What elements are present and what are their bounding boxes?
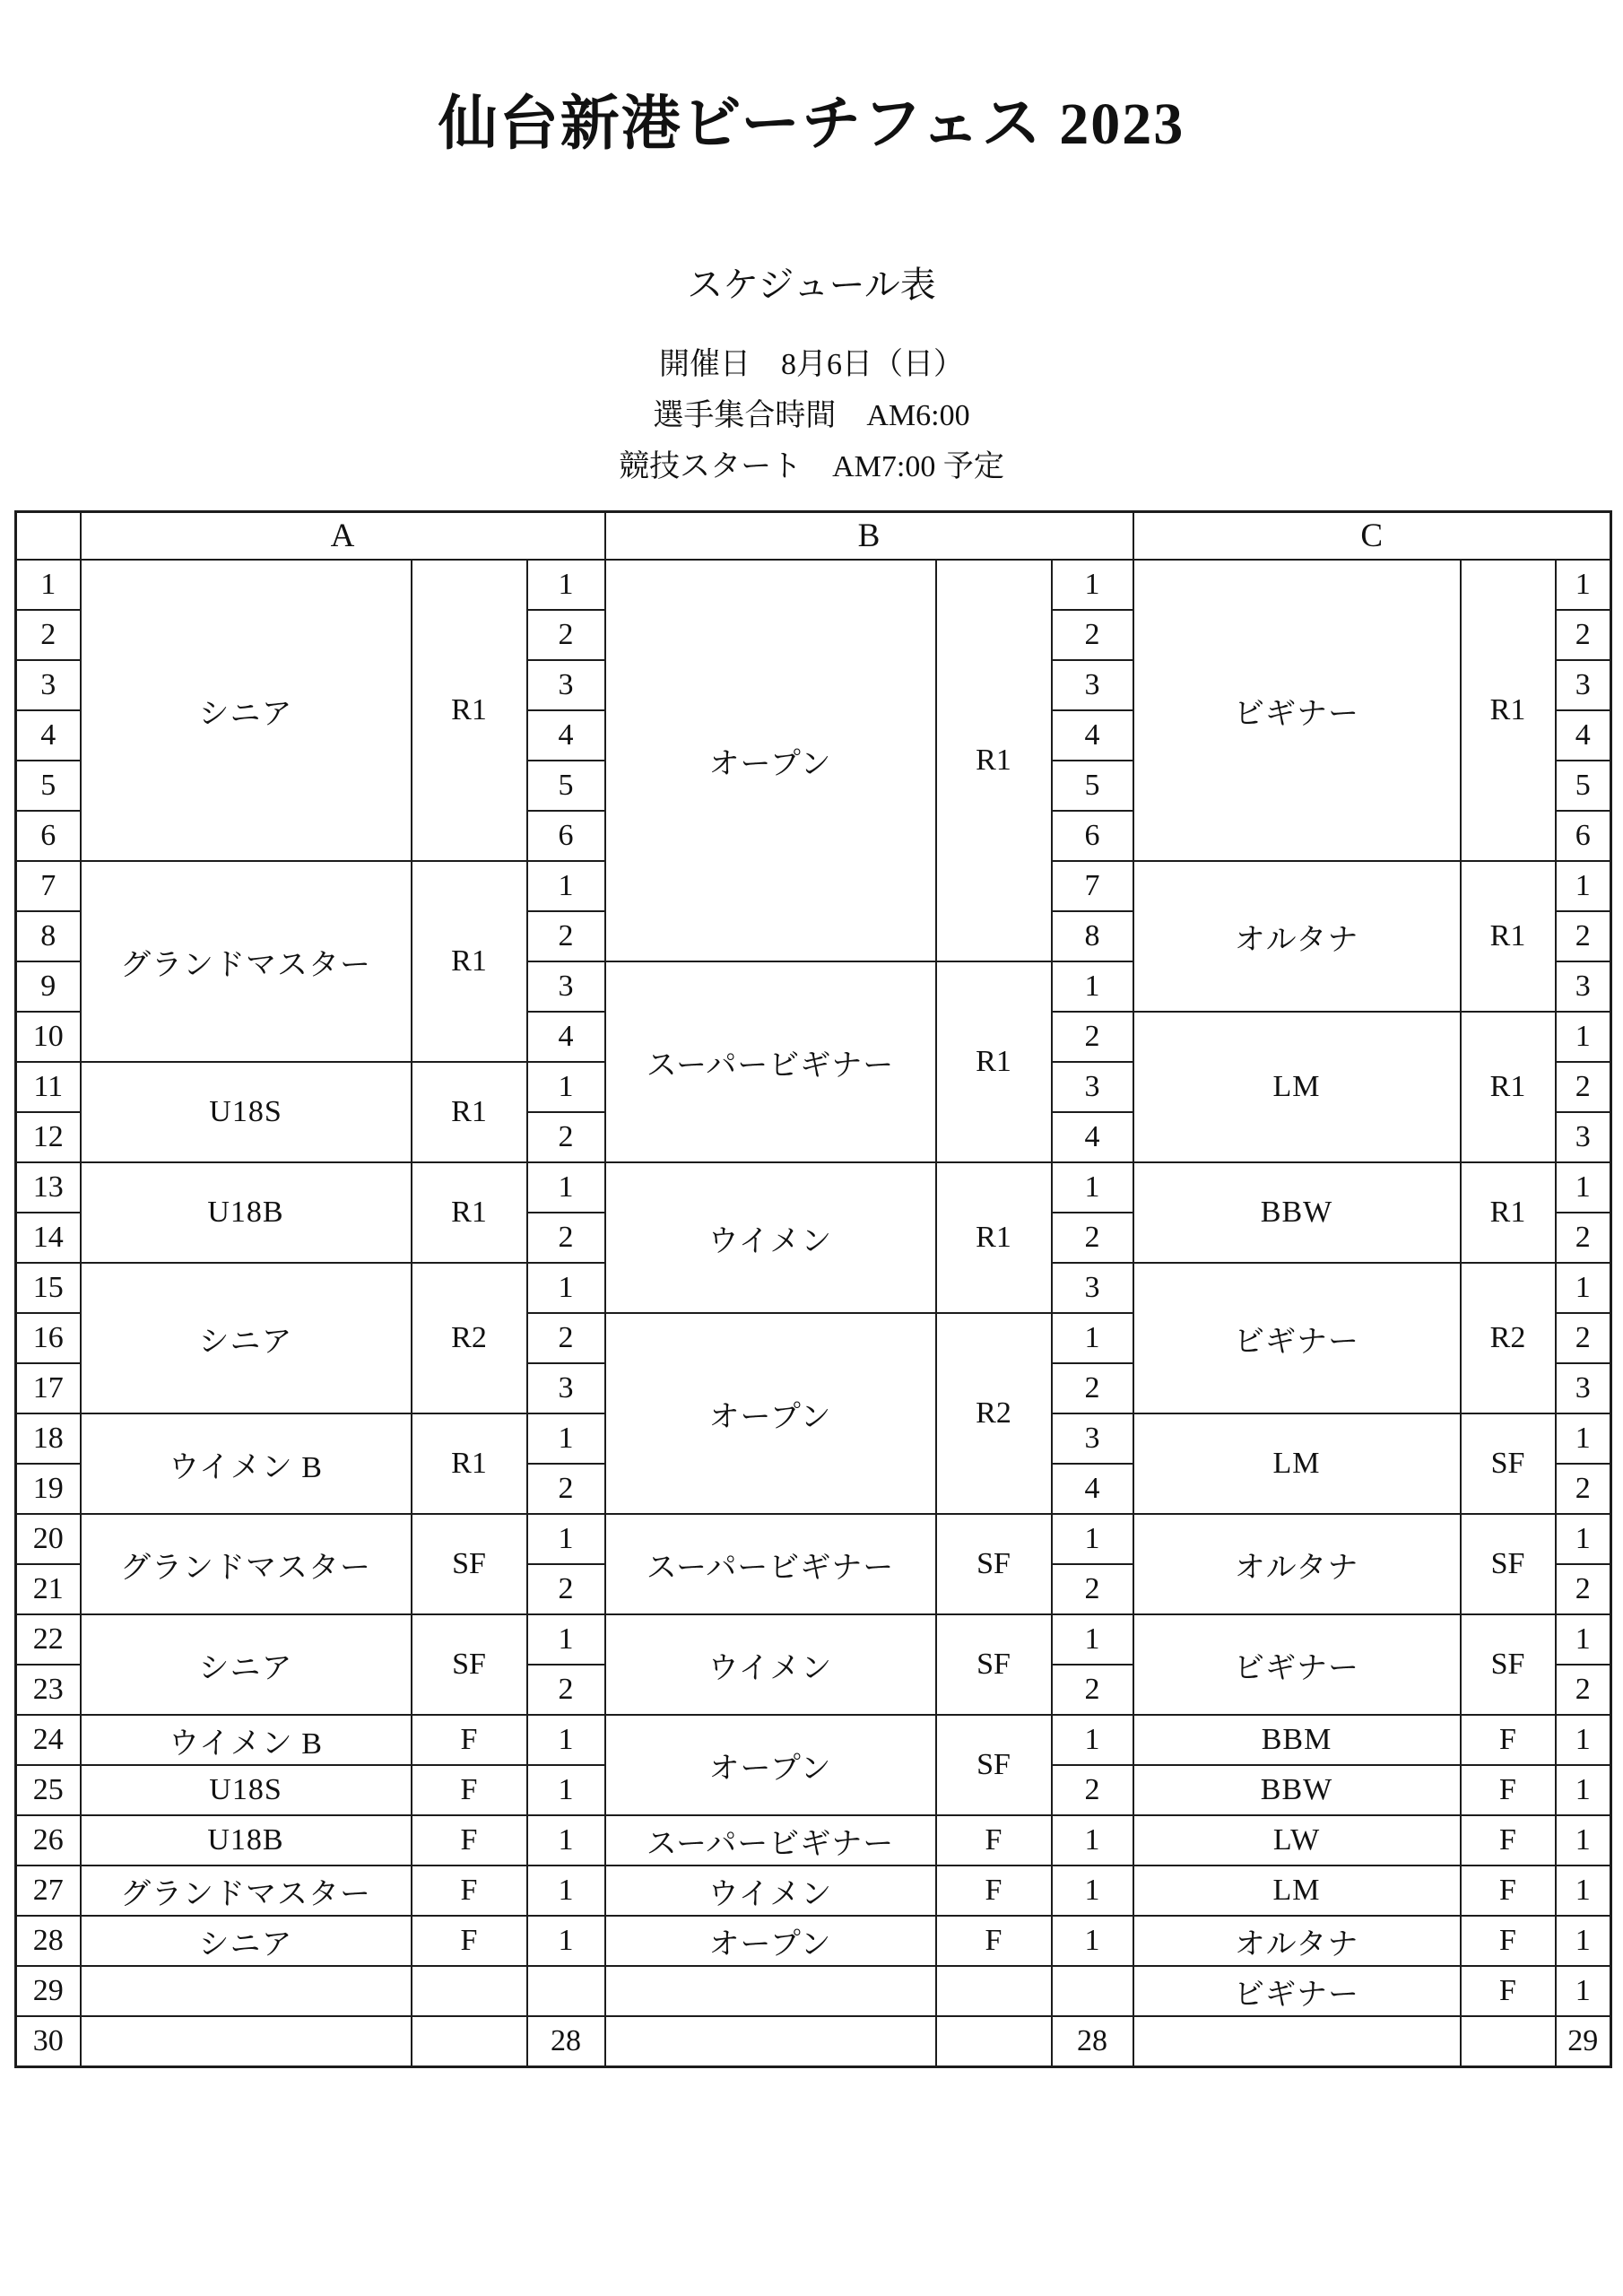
schedule-table-body bbox=[16, 512, 1611, 2067]
round-cell: F bbox=[412, 1715, 527, 1765]
heat-number-cell: 1 bbox=[527, 1916, 605, 1966]
court-header-C: C bbox=[1133, 512, 1611, 561]
heat-number-cell: 2 bbox=[527, 1313, 605, 1363]
heat-number-cell: 2 bbox=[1556, 1062, 1611, 1112]
total-heats-cell: 28 bbox=[1052, 2016, 1133, 2066]
category-cell: シニア bbox=[81, 1263, 412, 1413]
category-cell: オープン bbox=[605, 1313, 936, 1514]
heat-number-cell: 1 bbox=[1556, 1614, 1611, 1665]
round-cell-empty bbox=[412, 1966, 527, 2016]
row-number-cell: 5 bbox=[16, 761, 81, 811]
heat-number-cell: 2 bbox=[1556, 610, 1611, 660]
round-cell: R1 bbox=[1461, 861, 1556, 1012]
category-cell-empty bbox=[81, 1966, 412, 2016]
row-number-cell: 7 bbox=[16, 861, 81, 911]
row-number-cell: 8 bbox=[16, 911, 81, 961]
table-row bbox=[16, 1162, 1611, 1213]
heat-number-cell: 2 bbox=[527, 1112, 605, 1162]
category-cell: グランドマスター bbox=[81, 861, 412, 1062]
category-cell: スーパービギナー bbox=[605, 1815, 936, 1866]
category-cell: グランドマスター bbox=[81, 1866, 412, 1916]
table-row bbox=[16, 1514, 1611, 1564]
heat-number-cell-empty bbox=[1052, 1966, 1133, 2016]
meeting-time-line: 選手集合時間 AM6:00 bbox=[653, 399, 970, 432]
table-row bbox=[16, 2016, 1611, 2066]
heat-number-cell: 3 bbox=[527, 961, 605, 1012]
category-cell-empty bbox=[1133, 2016, 1461, 2066]
event-info bbox=[0, 339, 1623, 492]
round-cell: F bbox=[1461, 1715, 1556, 1765]
round-cell: F bbox=[412, 1866, 527, 1916]
table-row bbox=[16, 1715, 1611, 1765]
round-cell: F bbox=[1461, 1866, 1556, 1916]
category-cell: ウイメン bbox=[605, 1162, 936, 1313]
row-number-cell: 16 bbox=[16, 1313, 81, 1363]
heat-number-cell: 4 bbox=[1052, 1112, 1133, 1162]
round-cell: R1 bbox=[412, 560, 527, 861]
round-cell: SF bbox=[936, 1715, 1052, 1815]
row-number-cell: 22 bbox=[16, 1614, 81, 1665]
row-number-cell: 6 bbox=[16, 811, 81, 861]
round-cell: SF bbox=[1461, 1614, 1556, 1715]
round-cell: R1 bbox=[412, 1062, 527, 1162]
category-cell: BBM bbox=[1133, 1715, 1461, 1765]
heat-number-cell: 4 bbox=[1052, 710, 1133, 761]
row-number-cell: 21 bbox=[16, 1564, 81, 1614]
start-time-line: 競技スタート AM7:00 予定 bbox=[619, 450, 1004, 483]
event-date-line: 開催日 8月6日（日） bbox=[659, 348, 964, 381]
category-cell: ビギナー bbox=[1133, 560, 1461, 861]
category-cell: BBW bbox=[1133, 1765, 1461, 1815]
round-cell: SF bbox=[936, 1614, 1052, 1715]
round-cell: SF bbox=[1461, 1514, 1556, 1614]
row-number-cell: 14 bbox=[16, 1213, 81, 1263]
heat-number-cell: 2 bbox=[1052, 1564, 1133, 1614]
heat-number-cell: 3 bbox=[1052, 1263, 1133, 1313]
heat-number-cell: 1 bbox=[1052, 1614, 1133, 1665]
corner-cell bbox=[16, 512, 81, 561]
round-cell: SF bbox=[412, 1514, 527, 1614]
heat-number-cell: 2 bbox=[1556, 1464, 1611, 1514]
row-number-cell: 20 bbox=[16, 1514, 81, 1564]
heat-number-cell: 4 bbox=[1556, 710, 1611, 761]
heat-number-cell: 3 bbox=[1052, 1062, 1133, 1112]
header-row bbox=[16, 512, 1611, 561]
category-cell: オルタナ bbox=[1133, 861, 1461, 1012]
heat-number-cell: 2 bbox=[527, 610, 605, 660]
heat-number-cell: 3 bbox=[527, 1363, 605, 1413]
heat-number-cell: 1 bbox=[1556, 560, 1611, 610]
heat-number-cell: 1 bbox=[1556, 1866, 1611, 1916]
row-number-cell: 12 bbox=[16, 1112, 81, 1162]
heat-number-cell: 3 bbox=[527, 660, 605, 710]
heat-number-cell: 3 bbox=[1052, 1413, 1133, 1464]
heat-number-cell: 6 bbox=[1052, 811, 1133, 861]
table-row bbox=[16, 1815, 1611, 1866]
row-number-cell: 3 bbox=[16, 660, 81, 710]
heat-number-cell: 2 bbox=[1052, 1363, 1133, 1413]
category-cell: LW bbox=[1133, 1815, 1461, 1866]
heat-number-cell: 5 bbox=[1052, 761, 1133, 811]
round-cell: R2 bbox=[936, 1313, 1052, 1514]
total-heats-cell: 28 bbox=[527, 2016, 605, 2066]
category-cell: グランドマスター bbox=[81, 1514, 412, 1614]
category-cell: ウイメン bbox=[605, 1866, 936, 1916]
page-title: 仙台新港ビーチフェス 2023 bbox=[438, 91, 1185, 157]
round-cell: F bbox=[936, 1916, 1052, 1966]
schedule-table bbox=[14, 510, 1612, 2068]
heat-number-cell: 5 bbox=[1556, 761, 1611, 811]
heat-number-cell: 1 bbox=[1556, 1012, 1611, 1062]
heat-number-cell: 1 bbox=[1052, 1162, 1133, 1213]
heat-number-cell: 1 bbox=[1556, 1715, 1611, 1765]
heat-number-cell: 1 bbox=[1052, 1715, 1133, 1765]
heat-number-cell: 1 bbox=[1556, 1413, 1611, 1464]
category-cell: オープン bbox=[605, 1715, 936, 1815]
heat-number-cell: 1 bbox=[1052, 1815, 1133, 1866]
heat-number-cell: 1 bbox=[1052, 1916, 1133, 1966]
heat-number-cell: 1 bbox=[527, 560, 605, 610]
round-cell: R1 bbox=[936, 560, 1052, 961]
heat-number-cell: 1 bbox=[527, 1815, 605, 1866]
round-cell: F bbox=[1461, 1815, 1556, 1866]
heat-number-cell: 2 bbox=[527, 1564, 605, 1614]
table-row bbox=[16, 1614, 1611, 1665]
heat-number-cell: 2 bbox=[1556, 1665, 1611, 1715]
heat-number-cell: 1 bbox=[527, 1162, 605, 1213]
category-cell: U18S bbox=[81, 1062, 412, 1162]
round-cell: F bbox=[1461, 1966, 1556, 2016]
round-cell-empty bbox=[412, 2016, 527, 2066]
category-cell: LM bbox=[1133, 1866, 1461, 1916]
heat-number-cell: 2 bbox=[527, 1665, 605, 1715]
table-row bbox=[16, 1866, 1611, 1916]
heat-number-cell: 1 bbox=[1556, 1514, 1611, 1564]
court-header-A: A bbox=[81, 512, 605, 561]
category-cell: オープン bbox=[605, 1916, 936, 1966]
round-cell: R1 bbox=[412, 1162, 527, 1263]
round-cell: F bbox=[412, 1916, 527, 1966]
row-number-cell: 26 bbox=[16, 1815, 81, 1866]
heat-number-cell: 6 bbox=[1556, 811, 1611, 861]
category-cell: LM bbox=[1133, 1413, 1461, 1514]
category-cell-empty bbox=[81, 2016, 412, 2066]
heat-number-cell: 1 bbox=[1556, 1966, 1611, 2016]
heat-number-cell: 1 bbox=[1556, 861, 1611, 911]
heat-number-cell: 5 bbox=[527, 761, 605, 811]
row-number-cell: 30 bbox=[16, 2016, 81, 2066]
heat-number-cell: 1 bbox=[527, 1413, 605, 1464]
heat-number-cell: 1 bbox=[1052, 1514, 1133, 1564]
round-cell: F bbox=[412, 1765, 527, 1815]
round-cell: SF bbox=[936, 1514, 1052, 1614]
heat-number-cell: 2 bbox=[1556, 1313, 1611, 1363]
round-cell: R1 bbox=[1461, 1012, 1556, 1162]
heat-number-cell: 3 bbox=[1556, 1112, 1611, 1162]
category-cell: スーパービギナー bbox=[605, 961, 936, 1162]
category-cell: LM bbox=[1133, 1012, 1461, 1162]
heat-number-cell: 3 bbox=[1556, 1363, 1611, 1413]
row-number-cell: 9 bbox=[16, 961, 81, 1012]
heat-number-cell: 1 bbox=[1052, 560, 1133, 610]
category-cell: オルタナ bbox=[1133, 1514, 1461, 1614]
row-number-cell: 25 bbox=[16, 1765, 81, 1815]
round-cell: F bbox=[1461, 1916, 1556, 1966]
round-cell: F bbox=[1461, 1765, 1556, 1815]
row-number-cell: 13 bbox=[16, 1162, 81, 1213]
heat-number-cell: 7 bbox=[1052, 861, 1133, 911]
heat-number-cell: 1 bbox=[1556, 1765, 1611, 1815]
category-cell: ウイメン B bbox=[81, 1413, 412, 1514]
heat-number-cell-empty bbox=[527, 1966, 605, 2016]
heat-number-cell: 2 bbox=[1052, 1213, 1133, 1263]
category-cell: ビギナー bbox=[1133, 1614, 1461, 1715]
row-number-cell: 29 bbox=[16, 1966, 81, 2016]
category-cell: ビギナー bbox=[1133, 1966, 1461, 2016]
category-cell: オルタナ bbox=[1133, 1916, 1461, 1966]
heat-number-cell: 1 bbox=[527, 1514, 605, 1564]
heat-number-cell: 1 bbox=[1556, 1263, 1611, 1313]
category-cell: シニア bbox=[81, 1916, 412, 1966]
heat-number-cell: 2 bbox=[527, 911, 605, 961]
heat-number-cell: 1 bbox=[527, 1765, 605, 1815]
category-cell: ウイメン bbox=[605, 1614, 936, 1715]
row-number-cell: 23 bbox=[16, 1665, 81, 1715]
heat-number-cell: 1 bbox=[527, 1715, 605, 1765]
round-cell: R2 bbox=[1461, 1263, 1556, 1413]
heat-number-cell: 8 bbox=[1052, 911, 1133, 961]
heat-number-cell: 2 bbox=[527, 1464, 605, 1514]
round-cell: R1 bbox=[936, 1162, 1052, 1313]
total-heats-cell: 29 bbox=[1556, 2016, 1611, 2066]
round-cell: F bbox=[936, 1866, 1052, 1916]
heat-number-cell: 2 bbox=[1556, 911, 1611, 961]
table-row bbox=[16, 1966, 1611, 2016]
row-number-cell: 18 bbox=[16, 1413, 81, 1464]
heat-number-cell: 2 bbox=[1556, 1213, 1611, 1263]
row-number-cell: 10 bbox=[16, 1012, 81, 1062]
category-cell-empty bbox=[605, 2016, 936, 2066]
row-number-cell: 28 bbox=[16, 1916, 81, 1966]
row-number-cell: 19 bbox=[16, 1464, 81, 1514]
round-cell-empty bbox=[936, 2016, 1052, 2066]
row-number-cell: 27 bbox=[16, 1866, 81, 1916]
heat-number-cell: 2 bbox=[1052, 610, 1133, 660]
row-number-cell: 15 bbox=[16, 1263, 81, 1313]
round-cell-empty bbox=[936, 1966, 1052, 2016]
heat-number-cell: 3 bbox=[1556, 660, 1611, 710]
heat-number-cell: 6 bbox=[527, 811, 605, 861]
heat-number-cell: 3 bbox=[1052, 660, 1133, 710]
heat-number-cell: 2 bbox=[1052, 1765, 1133, 1815]
round-cell: SF bbox=[412, 1614, 527, 1715]
category-cell: U18S bbox=[81, 1765, 412, 1815]
round-cell: R1 bbox=[1461, 560, 1556, 861]
round-cell: F bbox=[936, 1815, 1052, 1866]
heat-number-cell: 1 bbox=[1052, 961, 1133, 1012]
category-cell: ビギナー bbox=[1133, 1263, 1461, 1413]
heat-number-cell: 1 bbox=[1052, 1866, 1133, 1916]
row-number-cell: 1 bbox=[16, 560, 81, 610]
heat-number-cell: 2 bbox=[1556, 1564, 1611, 1614]
category-cell: オープン bbox=[605, 560, 936, 961]
category-cell-empty bbox=[605, 1966, 936, 2016]
heat-number-cell: 4 bbox=[527, 710, 605, 761]
category-cell: U18B bbox=[81, 1815, 412, 1866]
heat-number-cell: 1 bbox=[527, 1614, 605, 1665]
heat-number-cell: 4 bbox=[1052, 1464, 1133, 1514]
round-cell: R1 bbox=[936, 961, 1052, 1162]
heat-number-cell: 1 bbox=[527, 1263, 605, 1313]
heat-number-cell: 2 bbox=[1052, 1665, 1133, 1715]
row-number-cell: 17 bbox=[16, 1363, 81, 1413]
row-number-cell: 24 bbox=[16, 1715, 81, 1765]
round-cell: SF bbox=[1461, 1413, 1556, 1514]
row-number-cell: 2 bbox=[16, 610, 81, 660]
heat-number-cell: 2 bbox=[527, 1213, 605, 1263]
round-cell: R2 bbox=[412, 1263, 527, 1413]
round-cell: R1 bbox=[412, 1413, 527, 1514]
row-number-cell: 4 bbox=[16, 710, 81, 761]
category-cell: シニア bbox=[81, 560, 412, 861]
round-cell-empty bbox=[1461, 2016, 1556, 2066]
heat-number-cell: 1 bbox=[527, 1866, 605, 1916]
round-cell: F bbox=[412, 1815, 527, 1866]
heat-number-cell: 1 bbox=[527, 1062, 605, 1112]
heat-number-cell: 1 bbox=[1556, 1162, 1611, 1213]
category-cell: U18B bbox=[81, 1162, 412, 1263]
court-header-B: B bbox=[605, 512, 1133, 561]
category-cell: ウイメン B bbox=[81, 1715, 412, 1765]
category-cell: BBW bbox=[1133, 1162, 1461, 1263]
round-cell: R1 bbox=[412, 861, 527, 1062]
row-number-cell: 11 bbox=[16, 1062, 81, 1112]
page-subtitle: スケジュール表 bbox=[687, 265, 936, 305]
heat-number-cell: 1 bbox=[1052, 1313, 1133, 1363]
heat-number-cell: 1 bbox=[1556, 1916, 1611, 1966]
round-cell: R1 bbox=[1461, 1162, 1556, 1263]
heat-number-cell: 2 bbox=[1052, 1012, 1133, 1062]
table-row bbox=[16, 560, 1611, 610]
heat-number-cell: 1 bbox=[527, 861, 605, 911]
table-row bbox=[16, 1916, 1611, 1966]
category-cell: シニア bbox=[81, 1614, 412, 1715]
heat-number-cell: 4 bbox=[527, 1012, 605, 1062]
heat-number-cell: 3 bbox=[1556, 961, 1611, 1012]
heat-number-cell: 1 bbox=[1556, 1815, 1611, 1866]
category-cell: スーパービギナー bbox=[605, 1514, 936, 1614]
